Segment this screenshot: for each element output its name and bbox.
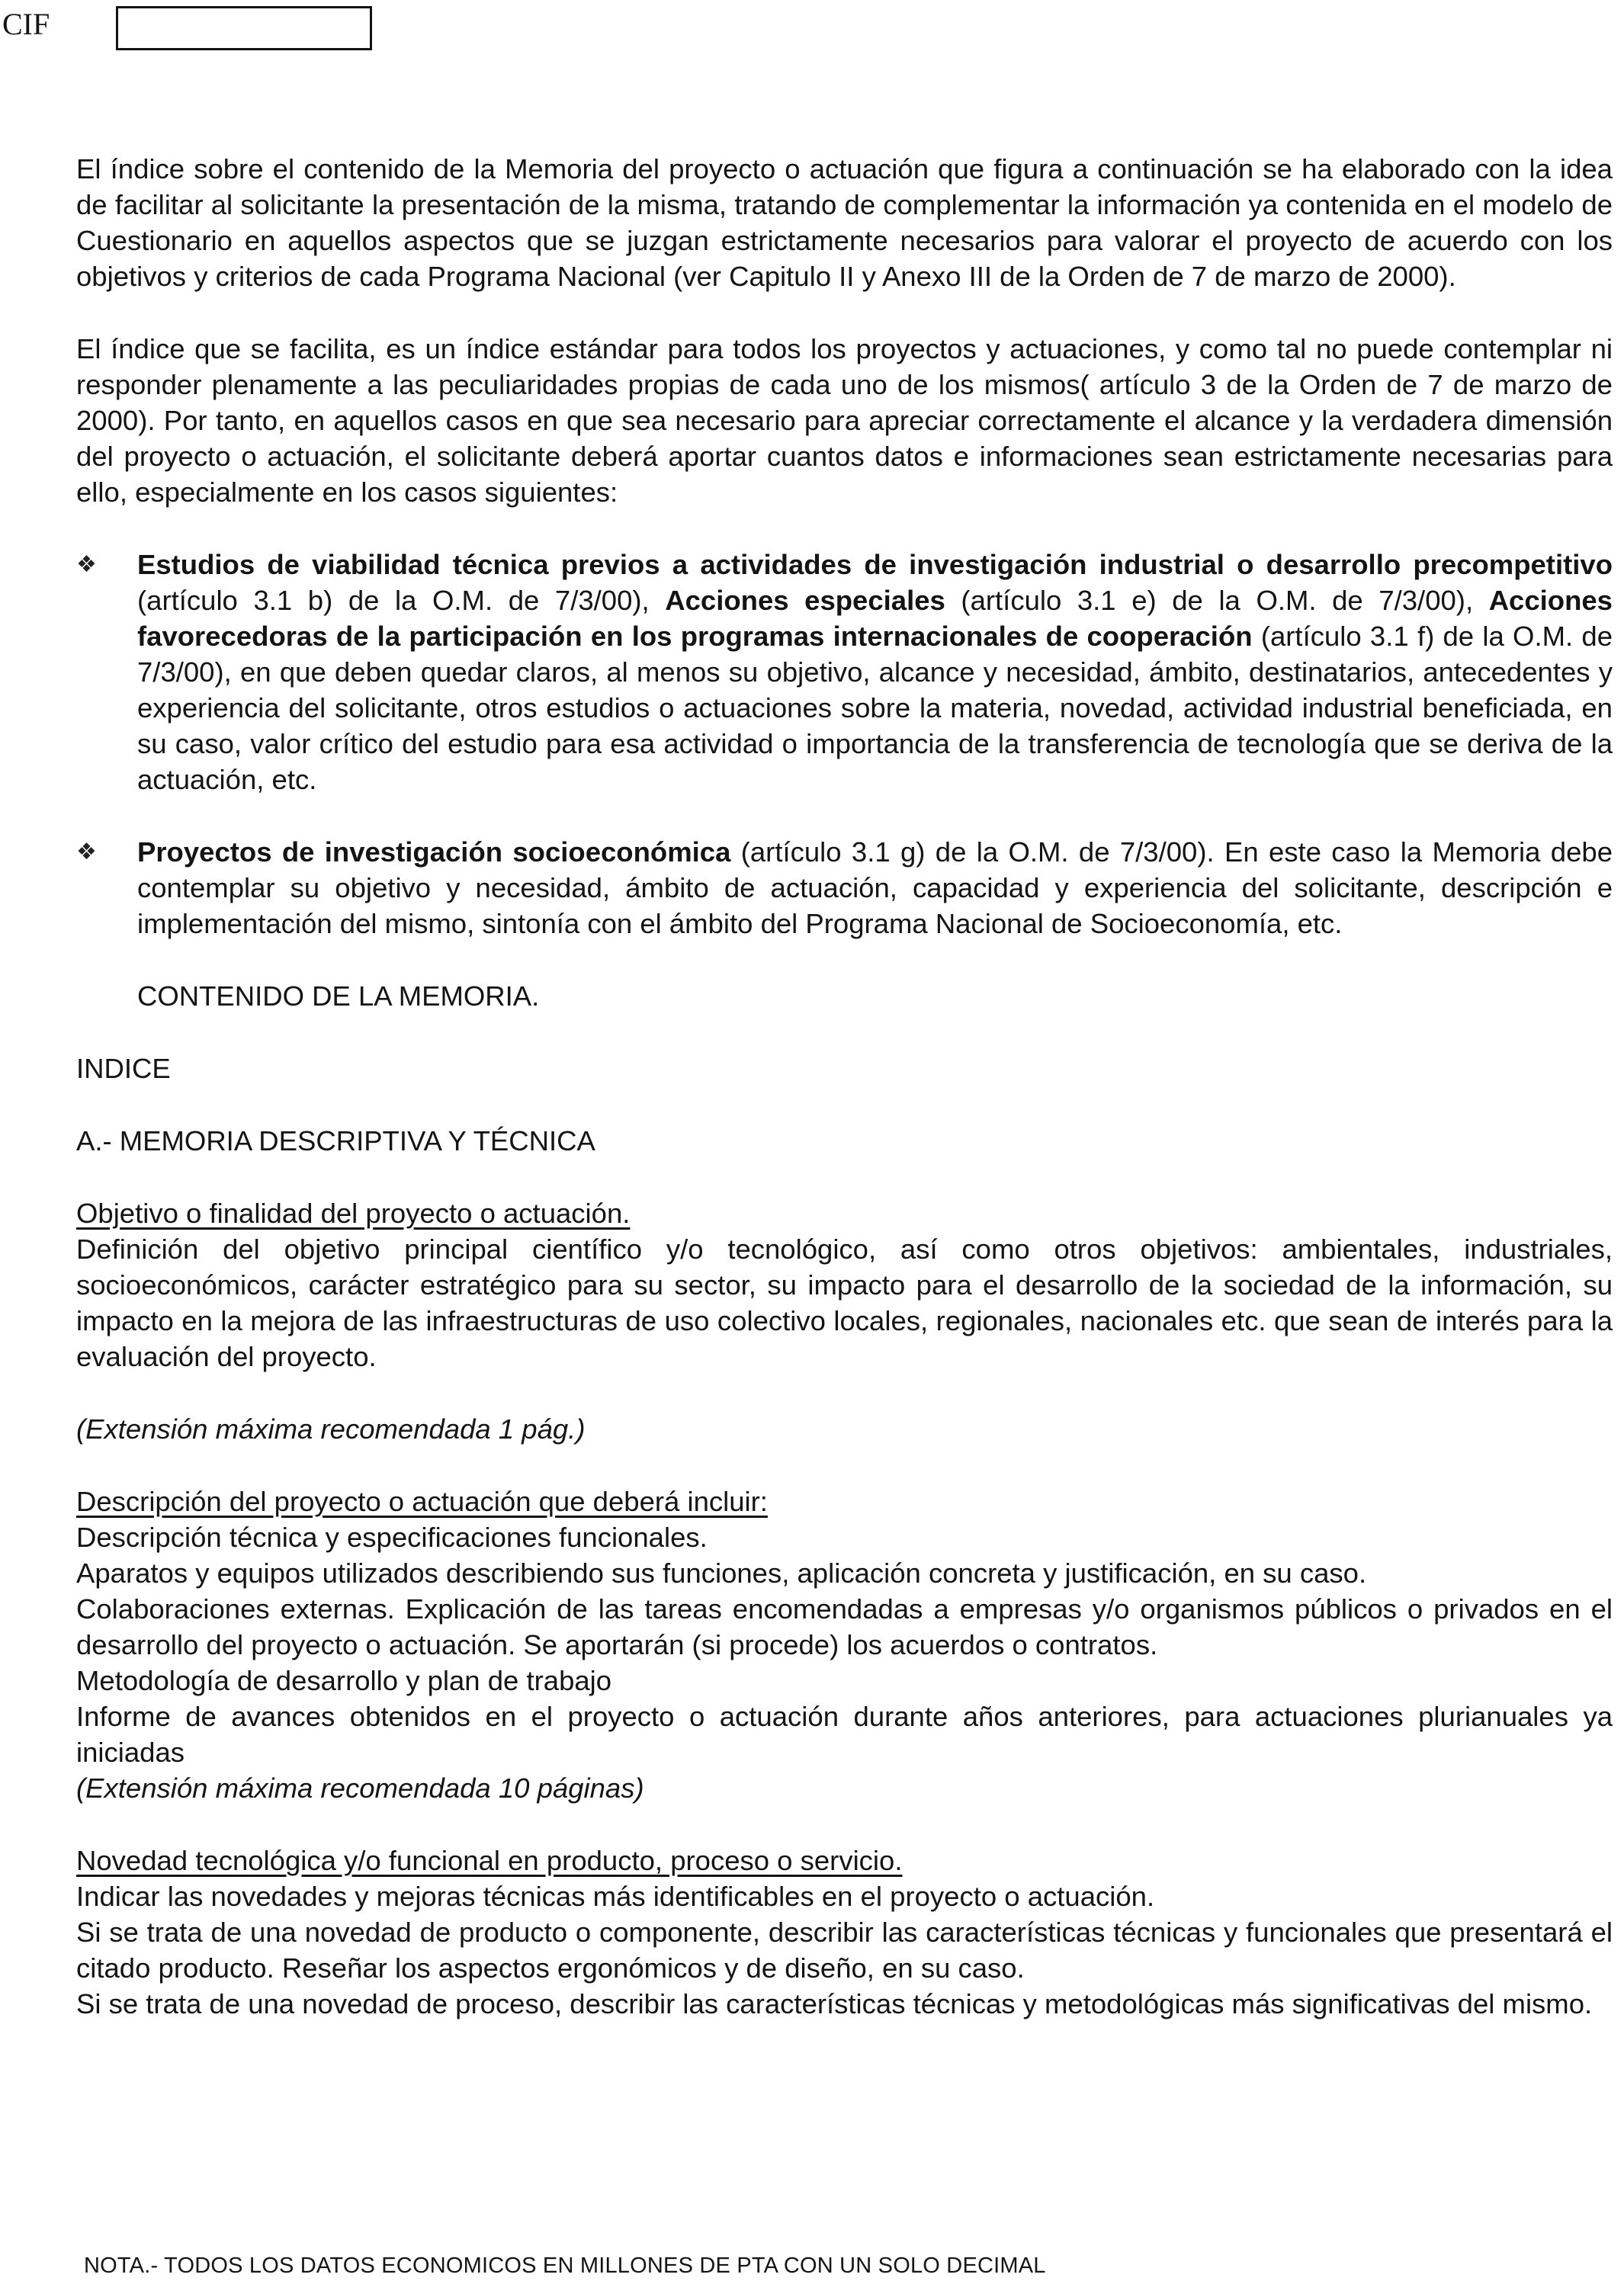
- bullet-text: Estudios de viabilidad técnica previos a actividades de investigación industrial o desarrollo precompetitivo (artículo 3.1 b) de la O.M. de 7/3/00), Acciones especiales (artículo 3.1 e) de la O.M. de 7/3/00), Acciones favorecedoras de la participación en los programas internacionales de cooperación (artículo 3.1 f) de la O.M. de 7/3/00), en que deben quedar claros, al menos su objetivo, alcance y necesidad, ámbito, destinatarios, antecedentes y experiencia del solicitante, otros estudios o actuaciones sobre la materia, novedad, actividad industrial beneficiada, en su caso, valor crítico del estudio para esa actividad o importancia de la transferencia de tecnología que se deriva de la actuación, etc.: [137, 549, 1613, 795]
- descripcion-line: Metodología de desarrollo y plan de trabajo: [76, 1665, 612, 1696]
- cif-input-box[interactable]: [116, 6, 372, 50]
- descripcion-line: Descripción técnica y especificaciones funcionales.: [76, 1522, 708, 1553]
- indice-label: INDICE: [76, 1053, 171, 1084]
- descripcion-section: [76, 1484, 1613, 1806]
- objetivo-text: Definición del objetivo principal científico y/o tecnológico, así como otros objetivos: ambientales, industriales, socioeconómicos, carácter estratégico para su sector, su impacto para el desarrollo de la sociedad de la información, su impacto en la mejora de las infraestructuras de uso colectivo locales, regionales, nacionales etc. que sean de interés para la evaluación del proyecto.: [76, 1233, 1613, 1372]
- novedad-heading: Novedad tecnológica y/o funcional en producto, proceso o servicio.: [76, 1845, 903, 1876]
- bullet-bold-term: Acciones favorecedoras de la participación en los programas internacionales de cooperación: [137, 585, 1613, 652]
- intro-paragraph-1: El índice sobre el contenido de la Memoria del proyecto o actuación que figura a continuación se ha elaborado con la idea de facilitar al solicitante la presentación de la misma, tratando de complementar la información ya contenida en el modelo de Cuestionario en aquellos aspectos que se juzgan estrictamente necesarios para valorar el proyecto de acuerdo con los objetivos y criterios de cada Programa Nacional (ver Capitulo II y Anexo III de la Orden de 7 de marzo de 2000).: [76, 153, 1613, 292]
- bullet-text: Proyectos de investigación socioeconómica (artículo 3.1 g) de la O.M. de 7/3/00). En este caso la Memoria debe contemplar su objetivo y necesidad, ámbito de actuación, capacidad y experiencia del solicitante, descripción e implementación del mismo, sintonía con el ámbito del Programa Nacional de Socioeconomía, etc.: [137, 836, 1613, 939]
- contenido-title: CONTENIDO DE LA MEMORIA.: [137, 980, 540, 1012]
- bullet-item: [76, 547, 1613, 797]
- novedad-line: Si se trata de una novedad de proceso, describir las características técnicas y metodológicas más significativas del mismo.: [76, 1988, 1593, 2019]
- descripcion-heading: Descripción del proyecto o actuación que deberá incluir:: [76, 1486, 768, 1517]
- footer-note: NOTA.- TODOS LOS DATOS ECONOMICOS EN MILLONES DE PTA CON UN SOLO DECIMAL: [84, 2254, 1046, 2278]
- cif-label: CIF: [2, 7, 50, 41]
- bullet-bold-term: Estudios de viabilidad técnica previos a actividades de investigación industrial o desarrollo precompetitivo: [137, 549, 1613, 580]
- novedad-line: Indicar las novedades y mejoras técnicas más identificables en el proyecto o actuación.: [76, 1881, 1155, 1912]
- section-a-title: A.- MEMORIA DESCRIPTIVA Y TÉCNICA: [76, 1125, 595, 1156]
- descripcion-line: Aparatos y equipos utilizados describiendo sus funciones, aplicación concreta y justificación, en su caso.: [76, 1557, 1367, 1589]
- descripcion-line: Informe de avances obtenidos en el proyecto o actuación durante años anteriores, para actuaciones plurianuales ya iniciadas: [76, 1701, 1613, 1768]
- intro-paragraph-2: El índice que se facilita, es un índice estándar para todos los proyectos y actuaciones, y como tal no puede contemplar ni responder plenamente a las peculiaridades propias de cada uno de los mismos( artículo 3 de la Orden de 7 de marzo de 2000). Por tanto, en aquellos casos en que sea necesario para apreciar correctamente el alcance y la verdadera dimensión del proyecto o actuación, el solicitante deberá aportar cuantos datos e informaciones sean estrictamente necesarias para ello, especialmente en los casos siguientes:: [76, 333, 1613, 508]
- objetivo-section: [76, 1195, 1613, 1447]
- diamond-bullet-icon: ❖: [76, 839, 97, 865]
- bullet-bold-term: Proyectos de investigación socioeconómica: [137, 836, 731, 868]
- objetivo-extension: (Extensión máxima recomendada 1 pág.): [76, 1413, 586, 1445]
- descripcion-line: Colaboraciones externas. Explicación de las tareas encomendadas a empresas y/o organismos públicos o privados en el desarrollo del proyecto o actuación. Se aportarán (si procede) los acuerdos o contratos.: [76, 1593, 1613, 1660]
- diamond-bullet-icon: ❖: [76, 552, 97, 577]
- novedad-section: [76, 1843, 1613, 2022]
- bullet-item: [76, 834, 1613, 942]
- descripcion-extension: (Extensión máxima recomendada 10 páginas): [76, 1772, 644, 1804]
- bullet-list: [76, 547, 1613, 942]
- objetivo-heading: Objetivo o finalidad del proyecto o actuación.: [76, 1198, 631, 1229]
- document-body: [76, 151, 1613, 2022]
- bullet-bold-term: Acciones especiales: [665, 585, 945, 616]
- novedad-line: Si se trata de una novedad de producto o componente, describir las características técnicas y funcionales que presentará el citado producto. Reseñar los aspectos ergonómicos y de diseño, en su caso.: [76, 1917, 1613, 1984]
